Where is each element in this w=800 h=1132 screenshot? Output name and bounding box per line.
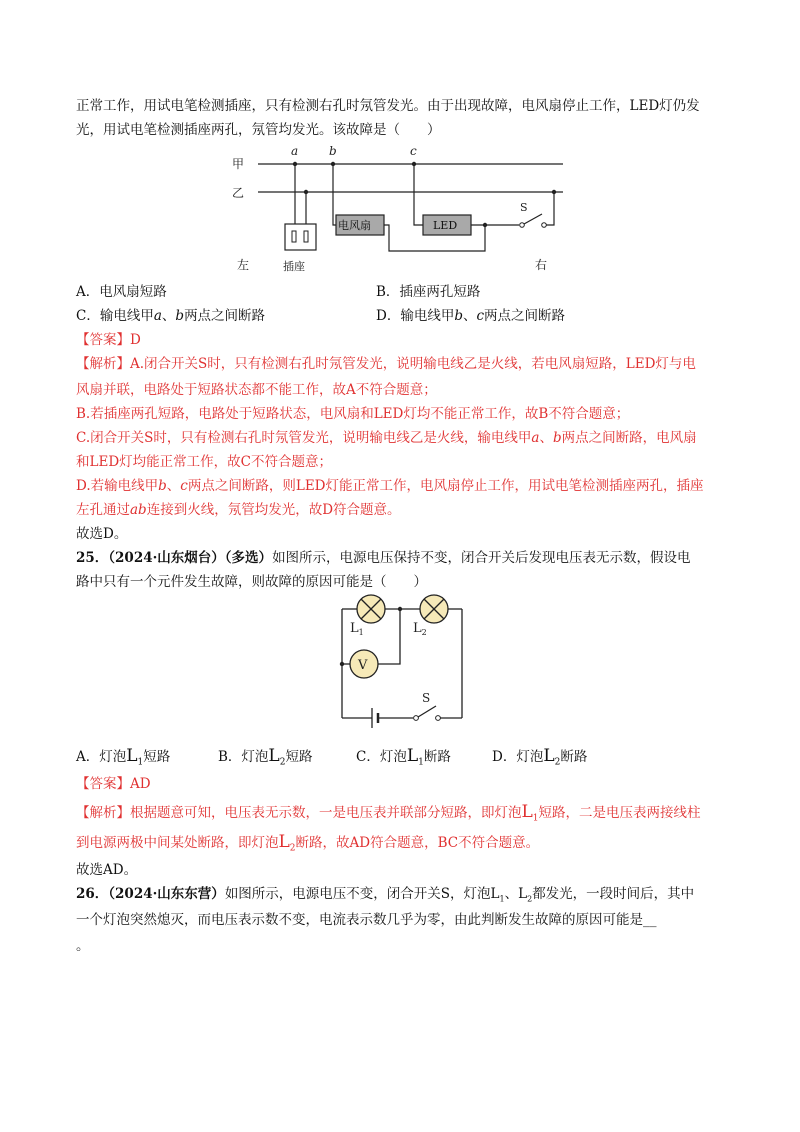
label-voltmeter: V [358, 658, 368, 673]
q25-explanation-1: 【解析】根据题意可知，电压表无示数，一是电压表并联部分短路，即灯泡$L_1$短路，二是电压表两接线柱 [76, 802, 701, 824]
q25-option-d: D．灯泡$L_2$断路 [492, 746, 588, 768]
q24-option-d: D．输电线甲b、c两点之间断路 [376, 308, 566, 324]
q25-answer: 【答案】AD [76, 776, 151, 792]
socket [285, 224, 316, 250]
q24-explanation-6: D.若输电线甲b、c两点之间断路，则LED灯能正常工作，电风扇停止工作，用试电笔检测插座两孔，插座 [76, 478, 704, 494]
q24-stem-line-2: 光，用试电笔检测插座两孔，氖管均发光。该故障是（ ） [76, 122, 441, 138]
label-led: LED [433, 219, 458, 232]
q25-stem-line-2: 路中只有一个元件发生故障，则故障的原因可能是（ ） [76, 574, 427, 590]
q24-explanation-7: 左孔通过ab连接到火线，氖管均发光，故D符合题意。 [76, 502, 401, 518]
q24-answer: 【答案】D [76, 332, 141, 348]
label-switch-s-2: S [422, 691, 431, 705]
q24-explanation-2: 风扇并联，电路处于短路状态都不能工作，故A不符合题意； [76, 382, 437, 398]
q24-explanation-3: B.若插座两孔短路，电路处于短路状态，电风扇和LED灯均不能正常工作，故B不符合题意； [76, 406, 630, 422]
q25-option-b: B．灯泡$L_2$短路 [218, 746, 313, 768]
label-fan: 电风扇 [338, 219, 371, 232]
label-right: 右 [535, 258, 548, 272]
q24-explanation-4: C.闭合开关S时，只有检测右孔时氖管发光，说明输电线乙是火线，输电线甲a、b两点之间断路，电风扇 [76, 430, 697, 446]
q26-stem-line-1: 26．（2024·山东东营）如图所示，电源电压不变，闭合开关S，灯泡$L_1$、$L_2$都发光，一段时间后，其中 [76, 886, 695, 904]
q24-final-choice: 故选D。 [76, 526, 128, 542]
label-yi: 乙 [232, 186, 245, 200]
label-jia: 甲 [232, 157, 245, 171]
label-a: a [291, 144, 299, 158]
q24-explanation-5: 和LED灯均能正常工作，故C不符合题意； [76, 454, 332, 470]
label-l1: $L_1$ [350, 621, 364, 637]
q25-option-c: C．灯泡$L_1$断路 [356, 746, 451, 768]
label-l2: $L_2$ [413, 621, 427, 637]
q25-final-choice: 故选AD。 [76, 862, 138, 878]
q24-stem-line-1: 正常工作，用试电笔检测插座，只有检测右孔时氖管发光。由于出现故障，电风扇停止工作，LED灯仍发 [76, 98, 700, 114]
label-socket: 插座 [283, 260, 305, 273]
q25-explanation-2: 到电源两极中间某处断路，即灯泡$L_2$断路，故AD符合题意，BC不符合题意。 [76, 832, 540, 854]
q24-explanation-1: 【解析】A.闭合开关S时，只有检测右孔时氖管发光，说明输电线乙是火线，若电风扇短路，LED灯与电 [76, 356, 696, 372]
q25-stem-line-1: 25．（2024·山东烟台）（多选）如图所示，电源电压保持不变，闭合开关后发现电压表无示数，假设电 [76, 550, 691, 566]
q26-stem-line-3: 。 [76, 938, 90, 954]
q25-circuit-diagram [326, 592, 476, 730]
label-switch-s: S [520, 201, 528, 214]
q24-option-c: C．输电线甲a、b两点之间断路 [76, 308, 266, 324]
label-c: c [410, 144, 417, 158]
q25-option-a: A．灯泡$L_1$短路 [76, 746, 171, 768]
q24-circuit-diagram [228, 140, 578, 274]
label-b: b [329, 144, 337, 158]
label-left: 左 [237, 258, 250, 272]
q24-option-b: B．插座两孔短路 [376, 284, 481, 300]
q26-stem-line-2: 一个灯泡突然熄灭，而电压表示数不变，电流表示数几乎为零，由此判断发生故障的原因可能是__ [76, 912, 657, 928]
q24-option-a: A．电风扇短路 [76, 284, 167, 300]
